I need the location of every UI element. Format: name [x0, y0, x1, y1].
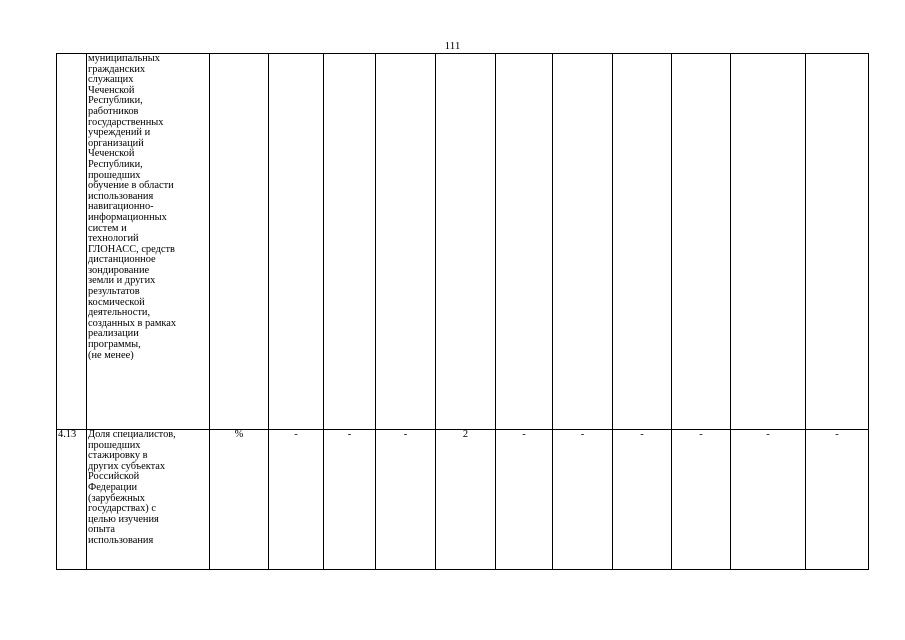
indicator-description	[87, 430, 210, 570]
description-line: прошедших	[88, 439, 141, 451]
row-number: 4.13	[57, 430, 87, 570]
description-line: (не менее)	[88, 349, 134, 361]
indicator-description	[87, 54, 210, 430]
table-row	[57, 54, 869, 430]
value-cell	[496, 54, 553, 430]
page-number: 111	[444, 40, 461, 52]
description-line: Доля специалистов,	[88, 429, 176, 440]
description-line: ГЛОНАСС, средств	[88, 243, 175, 255]
value-cell	[806, 54, 869, 430]
description-line: Чеченской	[88, 148, 135, 160]
description-line: космической	[88, 296, 145, 308]
value-cell	[324, 54, 376, 430]
description-line: других субъектах	[88, 460, 166, 472]
value-cell	[672, 54, 731, 430]
value-cell: -	[806, 430, 869, 570]
description-line: опыта	[88, 524, 116, 536]
description-line: программы,	[88, 339, 141, 351]
value-cell	[731, 54, 806, 430]
description-line: земли и других	[88, 275, 156, 287]
value-cell: -	[324, 430, 376, 570]
description-line: стажировку в	[88, 450, 148, 462]
description-line: использования	[88, 190, 154, 202]
description-line: Чеченской	[88, 84, 135, 96]
description-line: результатов	[88, 286, 140, 298]
description-line: деятельности,	[88, 307, 151, 319]
value-cell	[553, 54, 613, 430]
description-line: технологий	[88, 233, 139, 245]
table-row	[57, 430, 869, 570]
unit-cell	[210, 54, 269, 430]
description-line: навигационно-	[88, 201, 154, 213]
description-line: муниципальных	[88, 53, 160, 64]
description-line: работников	[88, 105, 139, 117]
description-line: реализации	[88, 328, 139, 340]
description-line: Республики,	[88, 95, 143, 107]
description-line: Республики,	[88, 158, 143, 170]
description-line: информационных	[88, 211, 167, 223]
unit-cell: %	[210, 430, 269, 570]
value-cell: 2	[436, 430, 496, 570]
value-cell: -	[553, 430, 613, 570]
description-line: обучение в области	[88, 180, 174, 192]
value-cell: -	[269, 430, 324, 570]
value-cell	[436, 54, 496, 430]
indicators-table	[56, 53, 869, 570]
value-cell	[269, 54, 324, 430]
value-cell: -	[672, 430, 731, 570]
description-line: организаций	[88, 137, 144, 149]
value-cell: -	[613, 430, 672, 570]
description-line: учреждений и	[88, 127, 151, 139]
description-line: Федерации	[88, 481, 138, 493]
value-cell	[613, 54, 672, 430]
description-line: служащих	[88, 74, 134, 86]
description-line: Российской	[88, 471, 140, 483]
description-line: гражданских	[88, 63, 146, 75]
value-cell	[376, 54, 436, 430]
description-line: зондирование	[88, 264, 150, 276]
description-line: государствах) с	[88, 503, 156, 515]
description-line: прошедших	[88, 169, 141, 181]
value-cell: -	[496, 430, 553, 570]
description-line: использования	[88, 534, 154, 546]
row-number	[57, 54, 87, 430]
description-line: (зарубежных	[88, 492, 145, 504]
description-line: созданных в рамках	[88, 317, 177, 329]
description-line: дистанционное	[88, 254, 156, 266]
description-line: систем и	[88, 222, 127, 234]
description-line: государственных	[88, 116, 164, 128]
value-cell: -	[376, 430, 436, 570]
value-cell: -	[731, 430, 806, 570]
description-line: целью изучения	[88, 513, 159, 525]
